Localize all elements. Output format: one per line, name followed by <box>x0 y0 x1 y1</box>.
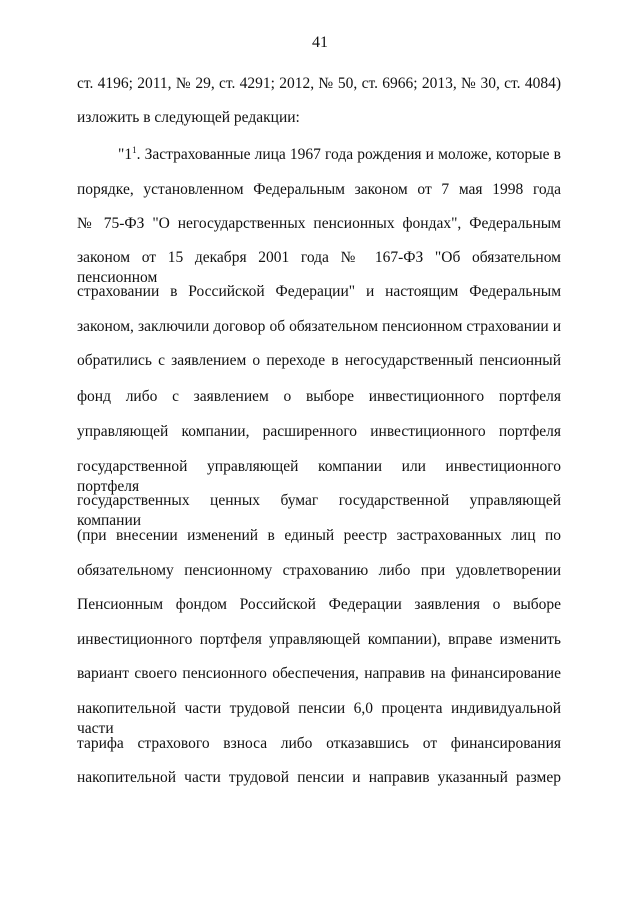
text-line: накопительной части трудовой пенсии и направив указанный размер <box>77 769 561 786</box>
text-line: ст. 4196; 2011, № 29, ст. 4291; 2012, № 50, ст. 6966; 2013, № 30, ст. 4084) <box>77 75 561 92</box>
open-quote: " <box>118 146 125 163</box>
clause-number: 1 <box>124 146 133 163</box>
text-line: накопительной части трудовой пенсии 6,0 процента индивидуальной части <box>77 700 561 737</box>
clause-first-line-text: . Застрахованные лица 1967 года рождения и моложе, которые в <box>136 146 561 163</box>
text-line: обратились с заявлением о переходе в негосударственный пенсионный <box>77 352 561 369</box>
text-line: законом от 15 декабря 2001 года № 167-ФЗ "Об обязательном пенсионном <box>77 249 561 286</box>
text-line: тарифа страхового взноса либо отказавшись от финансирования <box>77 735 561 752</box>
text-line: (при внесении изменений в единый реестр застрахованных лиц по <box>77 527 561 544</box>
text-line: изложить в следующей редакции: <box>77 109 300 126</box>
text-line: страховании в Российской Федерации" и настоящим Федеральным <box>77 283 561 300</box>
clause-first-line <box>118 145 561 165</box>
text-line: № 75-ФЗ "О негосударственных пенсионных фондах", Федеральным <box>77 215 561 232</box>
page-number: 41 <box>312 34 328 51</box>
text-line: государственной управляющей компании или инвестиционного портфеля <box>77 458 561 495</box>
text-line: законом, заключили договор об обязательном пенсионном страховании и <box>77 318 561 335</box>
text-line: фонд либо с заявлением о выборе инвестиционного портфеля <box>77 388 561 405</box>
text-line: государственных ценных бумаг государственной управляющей компании <box>77 492 561 529</box>
text-line: инвестиционного портфеля управляющей компании), вправе изменить <box>77 631 561 648</box>
clause-superscript: 1 <box>132 144 137 155</box>
text-line: порядке, установленном Федеральным законом от 7 мая 1998 года <box>77 181 561 198</box>
text-line: Пенсионным фондом Российской Федерации заявления о выборе <box>77 596 561 613</box>
text-line: вариант своего пенсионного обеспечения, направив на финансирование <box>77 665 561 682</box>
text-line: обязательному пенсионному страхованию либо при удовлетворении <box>77 562 561 579</box>
text-line: управляющей компании, расширенного инвестиционного портфеля <box>77 423 561 440</box>
